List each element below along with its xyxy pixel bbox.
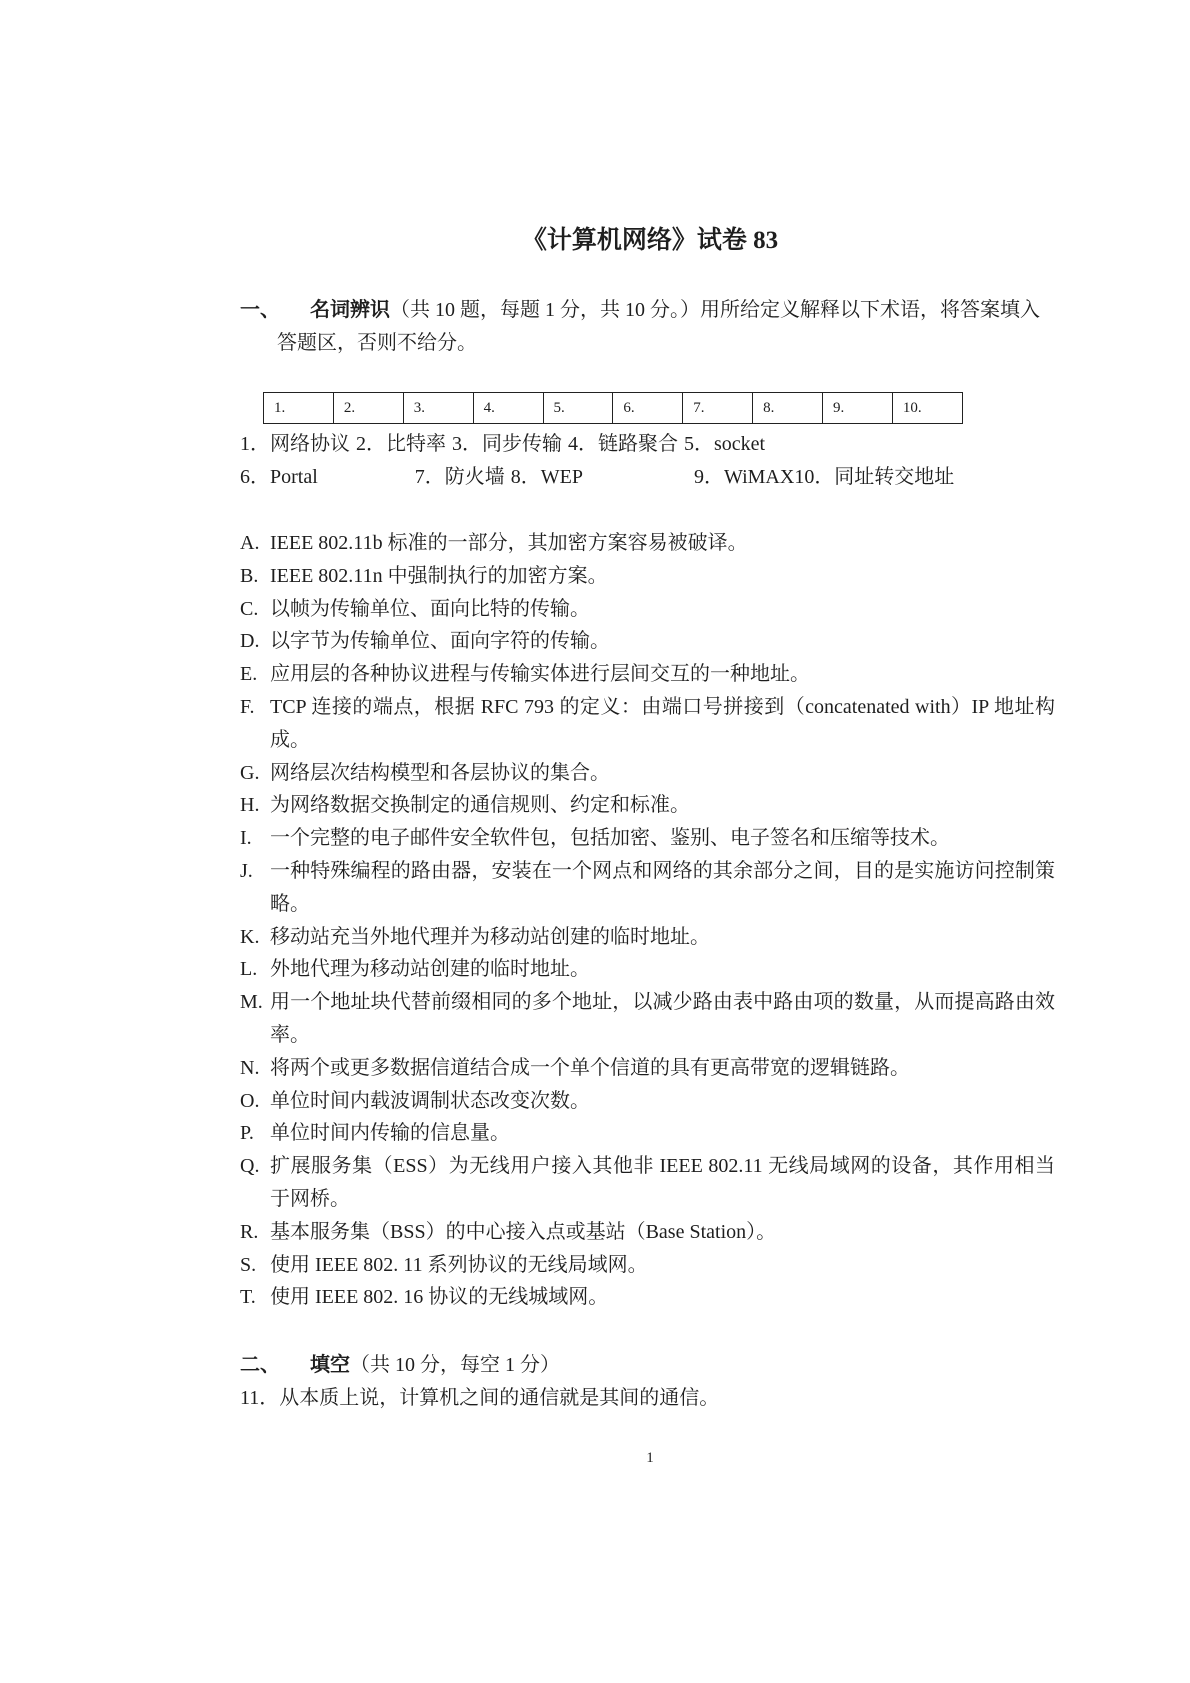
item-label: B. — [240, 564, 259, 587]
item-text-line: 基本服务集（BSS）的中心接入点或基站（Base Station）。 — [270, 1220, 777, 1243]
item-text — [270, 953, 1055, 986]
item-text — [270, 658, 1055, 691]
term: 7．防火墙 — [414, 466, 505, 488]
item-text — [270, 1052, 1055, 1085]
item-label: Q. — [240, 1155, 260, 1178]
answer-cell: 9. — [823, 393, 893, 424]
answer-cell: 1. — [264, 393, 334, 424]
page-number: 1 — [646, 1450, 654, 1466]
definition-item — [240, 593, 1055, 626]
item-text — [270, 986, 1055, 1052]
section-1-header — [240, 294, 1055, 360]
item-label: I. — [240, 827, 252, 850]
definition-item — [240, 625, 1055, 658]
answer-cell: 10. — [892, 393, 962, 424]
question-11: 11．从本质上说，计算机之间的通信就是其间的通信。 — [240, 1387, 720, 1409]
item-label: G. — [240, 761, 260, 784]
answer-cell: 8. — [753, 393, 823, 424]
item-text — [270, 625, 1055, 658]
term: 4．链路聚合 — [568, 433, 678, 455]
definition-item — [240, 560, 1055, 593]
item-text-line: 于网桥。 — [270, 1187, 350, 1210]
term: 3．同步传输 — [452, 433, 562, 455]
item-text — [270, 921, 1055, 954]
item-text-line: 网络层次结构模型和各层协议的集合。 — [270, 761, 610, 784]
section-instructions: （共 10 分，每空 1 分） — [350, 1354, 560, 1376]
item-label: T. — [240, 1286, 256, 1309]
item-text-line: 使用 IEEE 802. 11 系列协议的无线局域网。 — [270, 1253, 648, 1276]
definition-item — [240, 986, 1055, 1052]
item-text — [270, 855, 1055, 921]
answer-table — [263, 392, 963, 424]
item-text — [270, 1281, 1055, 1314]
item-text — [270, 1085, 1055, 1118]
answer-cell: 4. — [473, 393, 543, 424]
terms-row-2 — [240, 461, 1140, 494]
item-label: N. — [240, 1056, 260, 1079]
definition-item — [240, 757, 1055, 790]
definition-item — [240, 1249, 1055, 1282]
item-label: E. — [240, 663, 258, 686]
item-text — [270, 757, 1055, 790]
item-text-line: TCP 连接的端点，根据 RFC 793 的定义：由端口号拼接到（concatenated with）IP 地址构 — [270, 695, 1055, 718]
item-label: L. — [240, 958, 258, 981]
section-instructions: （共 10 题，每题 1 分，共 10 分。）用所给定义解释以下术语，将答案填入 — [390, 299, 1040, 321]
item-text-line: 用一个地址块代替前缀相同的多个地址，以减少路由表中路由项的数量，从而提高路由效 — [270, 991, 1055, 1014]
section-number: 一、 — [240, 299, 280, 321]
definition-item — [240, 658, 1055, 691]
item-text — [270, 1117, 1055, 1150]
item-text-line: 单位时间内传输的信息量。 — [270, 1122, 510, 1145]
section-2 — [240, 1349, 1055, 1415]
term: 1．网络协议 — [240, 433, 350, 455]
item-text-line: 使用 IEEE 802. 16 协议的无线城域网。 — [270, 1286, 609, 1309]
definition-item — [240, 1052, 1055, 1085]
definition-item — [240, 1281, 1055, 1314]
item-text — [270, 1150, 1055, 1216]
item-label: H. — [240, 794, 260, 817]
item-text-line: IEEE 802.11b 标准的一部分，其加密方案容易被破译。 — [270, 532, 748, 554]
item-text-line: 率。 — [270, 1023, 310, 1046]
item-text-line: 以帧为传输单位、面向比特的传输。 — [270, 597, 590, 620]
definition-item — [240, 691, 1055, 757]
term: 8．WEP — [510, 466, 583, 488]
answer-cell: 3. — [403, 393, 473, 424]
item-label: A. — [240, 532, 260, 554]
definition-list — [240, 527, 1055, 1314]
section-instructions-cont: 答题区，否则不给分。 — [277, 332, 477, 354]
item-label: D. — [240, 630, 260, 653]
answer-cell: 7. — [683, 393, 753, 424]
item-text — [270, 1249, 1055, 1282]
answer-cell: 6. — [613, 393, 683, 424]
term: 2．比特率 — [356, 433, 446, 455]
section-number: 二、 — [240, 1354, 280, 1376]
item-text-line: 应用层的各种协议进程与传输实体进行层间交互的一种地址。 — [270, 663, 810, 686]
definition-item — [240, 1216, 1055, 1249]
term: 9．WiMAX — [694, 466, 795, 488]
section-heading: 名词辨识 — [310, 299, 390, 321]
section-heading: 填空 — [310, 1354, 350, 1376]
item-text-line: 一种特殊编程的路由器，安装在一个网点和网络的其余部分之间，目的是实施访问控制策 — [270, 859, 1055, 882]
term: 6．Portal — [240, 466, 318, 488]
item-label: K. — [240, 925, 260, 948]
definition-item — [240, 822, 1055, 855]
item-text — [270, 789, 1055, 822]
item-label: R. — [240, 1220, 259, 1243]
item-text-line: 扩展服务集（ESS）为无线用户接入其他非 IEEE 802.11 无线局域网的设备，其作用相当 — [270, 1155, 1055, 1178]
term: 10．同址转交地址 — [794, 466, 955, 488]
item-text-line: 将两个或更多数据信道结合成一个单个信道的具有更高带宽的逻辑链路。 — [270, 1056, 910, 1079]
definition-item — [240, 789, 1055, 822]
item-text-line: IEEE 802.11n 中强制执行的加密方案。 — [270, 564, 608, 587]
item-label: C. — [240, 597, 259, 620]
item-text — [270, 1216, 1055, 1249]
item-text — [270, 822, 1055, 855]
item-text — [270, 527, 1055, 560]
definition-item — [240, 1117, 1055, 1150]
item-text-line: 以字节为传输单位、面向字符的传输。 — [270, 630, 610, 653]
item-label: M. — [240, 991, 263, 1014]
terms-row-1 — [240, 428, 765, 461]
item-text-line: 一个完整的电子邮件安全软件包，包括加密、鉴别、电子签名和压缩等技术。 — [270, 827, 950, 850]
term: 5．socket — [684, 433, 766, 455]
definition-item — [240, 921, 1055, 954]
item-label: S. — [240, 1253, 257, 1276]
item-label: O. — [240, 1089, 260, 1112]
definition-item — [240, 1085, 1055, 1118]
item-label: F. — [240, 695, 255, 718]
answer-cell: 2. — [333, 393, 403, 424]
item-text-line: 略。 — [270, 892, 310, 915]
item-label: P. — [240, 1122, 254, 1145]
definition-item — [240, 1150, 1055, 1216]
item-text-line: 移动站充当外地代理并为移动站创建的临时地址。 — [270, 925, 710, 948]
item-text — [270, 593, 1055, 626]
definition-item — [240, 953, 1055, 986]
item-text-line: 为网络数据交换制定的通信规则、约定和标准。 — [270, 794, 690, 817]
answer-row — [264, 393, 963, 424]
item-text-line: 单位时间内载波调制状态改变次数。 — [270, 1089, 590, 1112]
answer-cell: 5. — [543, 393, 613, 424]
definition-item — [240, 527, 1055, 560]
item-text-line: 成。 — [270, 728, 310, 751]
definition-item — [240, 855, 1055, 921]
page-title: 《计算机网络》试卷 83 — [521, 227, 779, 254]
item-text — [270, 560, 1055, 593]
item-text-line: 外地代理为移动站创建的临时地址。 — [270, 958, 590, 981]
item-label: J. — [240, 859, 253, 882]
item-text — [270, 691, 1055, 757]
